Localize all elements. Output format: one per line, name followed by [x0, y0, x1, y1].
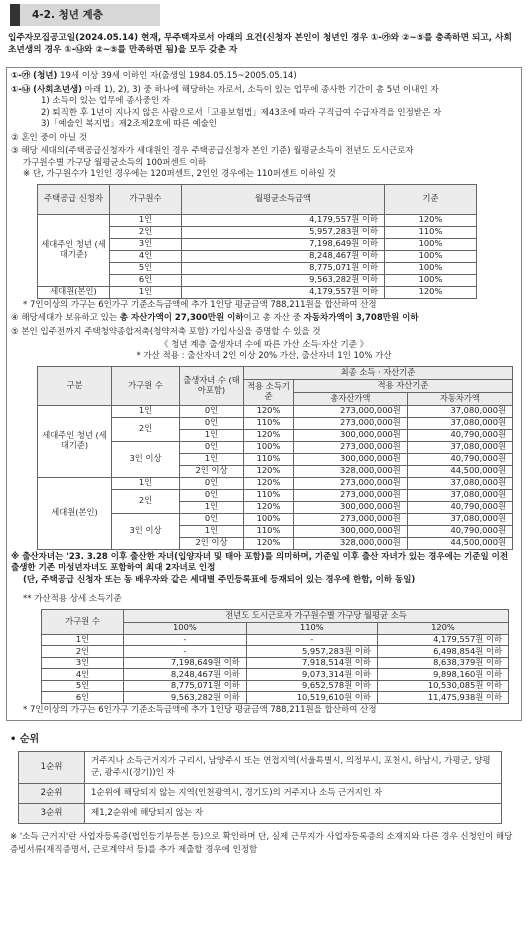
cell-120: 4,179,557원 이하	[377, 634, 508, 646]
table-row	[38, 405, 513, 417]
cell-120: 6,498,854원 이하	[377, 646, 508, 658]
applicant-group: 세대원(본인)	[38, 286, 110, 298]
cell-total-asset: 300,000,000원	[294, 525, 408, 537]
cell-income-standard: 120%	[244, 465, 294, 477]
rank-1-text: 거주지나 소득근거지가 구리시, 남양주시 또는 연접지역(서울특별시, 의정부시, 포천시, 하남시, 가평군, 양평군, 광주시(경기))인 자	[85, 751, 502, 783]
section-title: 4-2. 청년 계층	[10, 4, 160, 26]
cell-standard: 100%	[385, 250, 477, 262]
bonus-note-2: (단, 주택공급 신청자 또는 동 배우자와 같은 세대별 주민등록표에 등재되어 있는 경우에 한함, 이하 동일)	[23, 574, 416, 585]
asset-requirement: ④ 해당세대가 보유하고 있는 총 자산가액이 27,300만원 이하이고 총 자산 중 자동차가액이 3,708만원 이하	[11, 313, 419, 324]
intro-text: 입주자모집공고일(2024.05.14) 현재, 무주택자로서 아래의 요건(신청자 본인이 청년인 경우 ①-㉮와 ②~⑤를 충족하면 되고, 사회초년생의 경우 ①-㉯와 ②~⑤를 만족하면 됨)을 모두 갖춘 자	[8, 33, 512, 56]
table-row	[42, 680, 509, 692]
bonus-note-1: ※ 출산자녀는 '23. 3.28 이후 출산한 자녀(입양자녀 및 태아 포함)를 의미하며, 기준일 이후 출산 자녀가 있는 경우에는 기준일 이전 출생한 기존 미성년자녀도 포함하여 최대 2자녀로 인정	[11, 551, 509, 574]
cell-children: 1인	[180, 501, 244, 513]
cell-100: -	[124, 646, 247, 658]
rank-row	[19, 803, 502, 823]
cell-100: 8,248,467원 이하	[124, 669, 247, 681]
income-table-note: * 7인이상의 가구는 6인가구 기준소득금액에 추가 1인당 평균금액 788,211원을 합산하여 산정	[23, 299, 377, 310]
cell-car-value: 40,790,000원	[407, 501, 512, 513]
footnote: ※ '소득 근거지'란 사업자등록증(법인등기부등본 등)으로 확인하며 단, 실제 근무지가 사업자등록증의 소재지와 다른 경우 신청인이 해당 증빙서류(재직증명서, 근로계약서 등)를 추가 제출할 경우에 인정함	[10, 831, 513, 855]
cell-income-standard: 110%	[244, 453, 294, 465]
cell-120: 8,638,379원 이하	[377, 657, 508, 669]
cell-standard: 110%	[385, 226, 477, 238]
col-income: 월평균소득금액	[182, 184, 385, 214]
col-110: 110%	[246, 622, 377, 634]
condition-2: 2) 퇴직한 후 1년이 지나지 않은 사람으로서「고용보험법」제43조에 따라 구직급여 수급자격을 인정받은 자	[41, 107, 442, 118]
requirements-box	[6, 67, 522, 721]
youth-requirement: ①-㉮ (청년) 19세 이상 39세 이하인 자(출생일 1984.05.15~2005.05.14)	[11, 71, 297, 82]
col-hh3: 가구원 수	[42, 609, 124, 634]
rank-3-label: 3순위	[19, 803, 85, 823]
cell-income-standard: 120%	[244, 429, 294, 441]
income-requirement-cont: 가구원수별 가구당 월평균소득의 100퍼센트 이하	[23, 157, 207, 168]
table-row	[42, 646, 509, 658]
cell-income-standard: 120%	[244, 501, 294, 513]
applicant-group: 세대원(본인)	[38, 477, 112, 549]
col-100: 100%	[124, 622, 247, 634]
cell-120: 9,898,160원 이하	[377, 669, 508, 681]
cell-household: 3인 이상	[112, 441, 180, 477]
cell-household: 3인	[110, 238, 182, 250]
table-row	[42, 634, 509, 646]
cell-income-standard: 120%	[244, 477, 294, 489]
cell-children: 0인	[180, 441, 244, 453]
cell-standard: 100%	[385, 262, 477, 274]
rank-2-label: 2순위	[19, 783, 85, 803]
cell-children: 1인	[180, 525, 244, 537]
cell-children: 1인	[180, 453, 244, 465]
new-worker-requirement: ①-㉯ (사회초년생) 아래 1), 2), 3) 중 하나에 해당하는 자로서, 소득이 있는 업무에 종사한 기간이 총 5년 이내인 자	[11, 84, 439, 95]
cell-income-standard: 110%	[244, 489, 294, 501]
cell-household: 5인	[42, 680, 124, 692]
rank-3-text: 제1,2순위에 해당되지 않는 자	[85, 803, 502, 823]
cell-household: 3인 이상	[112, 513, 180, 549]
cell-total-asset: 300,000,000원	[294, 453, 408, 465]
cell-standard: 120%	[385, 286, 477, 298]
cell-110: -	[246, 634, 377, 646]
rank-row	[19, 783, 502, 803]
cell-income: 9,563,282원 이하	[182, 274, 385, 286]
cell-household: 3인	[42, 657, 124, 669]
cell-income: 5,957,283원 이하	[182, 226, 385, 238]
col-hh: 가구원 수	[112, 366, 180, 405]
cell-110: 9,073,314원 이하	[246, 669, 377, 681]
income-note: ※ 단, 가구원수가 1인인 경우에는 120퍼센트, 2인인 경우에는 110퍼센트 이하일 것	[23, 169, 336, 180]
cell-household: 6인	[42, 692, 124, 704]
col-final-standard: 최종 소득 · 자산기준	[244, 366, 513, 379]
cell-standard: 100%	[385, 238, 477, 250]
cell-car-value: 44,500,000원	[407, 465, 512, 477]
rank-2-text: 1순위에 해당되지 않는 지역(인천광역시, 경기도)의 거주지나 소득 근거지인 자	[85, 783, 502, 803]
applicant-group: 세대주인 청년 (세대기준)	[38, 405, 112, 477]
cell-100: 9,563,282원 이하	[124, 692, 247, 704]
rank-1-label: 1순위	[19, 751, 85, 783]
cell-household: 2인	[42, 646, 124, 658]
marriage-requirement: ② 혼인 중이 아닐 것	[11, 132, 87, 143]
cell-car-value: 37,080,000원	[407, 477, 512, 489]
cell-100: 7,198,649원 이하	[124, 657, 247, 669]
cell-income-standard: 120%	[244, 405, 294, 417]
cell-income-standard: 100%	[244, 441, 294, 453]
cell-household: 4인	[42, 669, 124, 681]
cell-income-standard: 110%	[244, 417, 294, 429]
cell-household: 2인	[112, 489, 180, 513]
cell-income: 8,775,071원 이하	[182, 262, 385, 274]
cell-children: 0인	[180, 405, 244, 417]
col-applied-income: 적용 소득기준	[244, 379, 294, 405]
cell-total-asset: 273,000,000원	[294, 477, 408, 489]
table-row	[38, 214, 477, 226]
cell-total-asset: 273,000,000원	[294, 405, 408, 417]
cell-household: 1인	[42, 634, 124, 646]
bonus-table-title: 《 청년 계층 출생자녀 수에 따른 가산 소득·자산 기준 》	[159, 339, 369, 350]
col-total-asset: 총자산가액	[294, 392, 408, 405]
income-table	[37, 184, 477, 299]
col-car-value: 자동차가액	[407, 392, 512, 405]
bonus-table	[37, 366, 513, 550]
cell-household: 1인	[110, 214, 182, 226]
cell-income-standard: 120%	[244, 537, 294, 549]
cell-car-value: 44,500,000원	[407, 537, 512, 549]
cell-car-value: 37,080,000원	[407, 417, 512, 429]
cell-total-asset: 328,000,000원	[294, 465, 408, 477]
col-children: 출생자녀 수 (태아포함)	[180, 366, 244, 405]
cell-110: 5,957,283원 이하	[246, 646, 377, 658]
cell-100: 8,775,071원 이하	[124, 680, 247, 692]
cell-income: 7,198,649원 이하	[182, 238, 385, 250]
table-row	[42, 657, 509, 669]
col-applied-asset: 적용 자산기준	[294, 379, 513, 392]
condition-3: 3)「예술인 복지법」제2조제2호에 따른 예술인	[41, 119, 218, 130]
cell-standard: 100%	[385, 274, 477, 286]
col-applicant: 주택공급 신청자	[38, 184, 110, 214]
condition-1: 1) 소득이 있는 업무에 종사중인 자	[41, 96, 170, 107]
rank-row	[19, 751, 502, 783]
cell-total-asset: 300,000,000원	[294, 501, 408, 513]
cell-children: 1인	[180, 429, 244, 441]
cell-children: 0인	[180, 513, 244, 525]
cell-income-standard: 110%	[244, 525, 294, 537]
applicant-group: 세대주인 청년 (세대기준)	[38, 214, 110, 286]
cell-children: 0인	[180, 477, 244, 489]
cell-total-asset: 273,000,000원	[294, 513, 408, 525]
cell-household: 2인	[110, 226, 182, 238]
detail-income-table	[41, 609, 509, 704]
table-row	[38, 286, 477, 298]
cell-household: 1인	[110, 286, 182, 298]
income-requirement: ③ 해당 세대의(주택공급신청자가 세대원인 경우 주택공급신청자 본인 기준) 월평균소득이 전년도 도시근로자	[11, 146, 414, 157]
savings-requirement: ⑤ 본인 입주전까지 주택청약종합저축(청약저축 포함) 가입사실을 증명할 수 있을 것	[11, 326, 321, 337]
cell-total-asset: 273,000,000원	[294, 441, 408, 453]
cell-income: 4,179,557원 이하	[182, 286, 385, 298]
cell-120: 11,475,938원 이하	[377, 692, 508, 704]
cell-car-value: 37,080,000원	[407, 405, 512, 417]
cell-income: 8,248,467원 이하	[182, 250, 385, 262]
table-row	[42, 692, 509, 704]
cell-car-value: 37,080,000원	[407, 489, 512, 501]
cell-household: 4인	[110, 250, 182, 262]
rank-table	[18, 751, 502, 824]
cell-car-value: 40,790,000원	[407, 453, 512, 465]
detail-table-title: ** 가산적용 상세 소득기준	[23, 594, 122, 605]
cell-children: 0인	[180, 489, 244, 501]
cell-car-value: 40,790,000원	[407, 429, 512, 441]
cell-total-asset: 273,000,000원	[294, 489, 408, 501]
col-type: 구분	[38, 366, 112, 405]
rank-title: • 순위	[10, 734, 40, 746]
table-row	[42, 669, 509, 681]
cell-100: -	[124, 634, 247, 646]
detail-table-note: * 7인이상의 가구는 6인가구 기준소득금액에 추가 1인당 평균금액 788,211원을 합산하여 산정	[23, 704, 377, 715]
cell-standard: 120%	[385, 214, 477, 226]
cell-total-asset: 300,000,000원	[294, 429, 408, 441]
cell-110: 7,918,514원 이하	[246, 657, 377, 669]
cell-car-value: 37,080,000원	[407, 441, 512, 453]
cell-car-value: 37,080,000원	[407, 513, 512, 525]
cell-120: 10,530,085원 이하	[377, 680, 508, 692]
bonus-table-subtitle: * 가산 적용 : 출산자녀 2인 이상 20% 가산, 출산자녀 1인 10% 가산	[136, 351, 392, 362]
col-standard: 기준	[385, 184, 477, 214]
cell-car-value: 40,790,000원	[407, 525, 512, 537]
cell-household: 6인	[110, 274, 182, 286]
table-row	[38, 477, 513, 489]
col-household: 가구원수	[110, 184, 182, 214]
cell-total-asset: 328,000,000원	[294, 537, 408, 549]
cell-income-standard: 100%	[244, 513, 294, 525]
cell-household: 2인	[112, 417, 180, 441]
cell-total-asset: 273,000,000원	[294, 417, 408, 429]
col-120: 120%	[377, 622, 508, 634]
cell-children: 2인 이상	[180, 465, 244, 477]
cell-household: 1인	[112, 477, 180, 489]
cell-110: 10,519,610원 이하	[246, 692, 377, 704]
col-detail-top: 전년도 도시근로자 가구원수별 가구당 월평균 소득	[124, 609, 509, 622]
cell-income: 4,179,557원 이하	[182, 214, 385, 226]
cell-household: 5인	[110, 262, 182, 274]
document	[6, 4, 522, 948]
cell-110: 9,652,578원 이하	[246, 680, 377, 692]
cell-household: 1인	[112, 405, 180, 417]
cell-children: 2인 이상	[180, 537, 244, 549]
cell-children: 0인	[180, 417, 244, 429]
